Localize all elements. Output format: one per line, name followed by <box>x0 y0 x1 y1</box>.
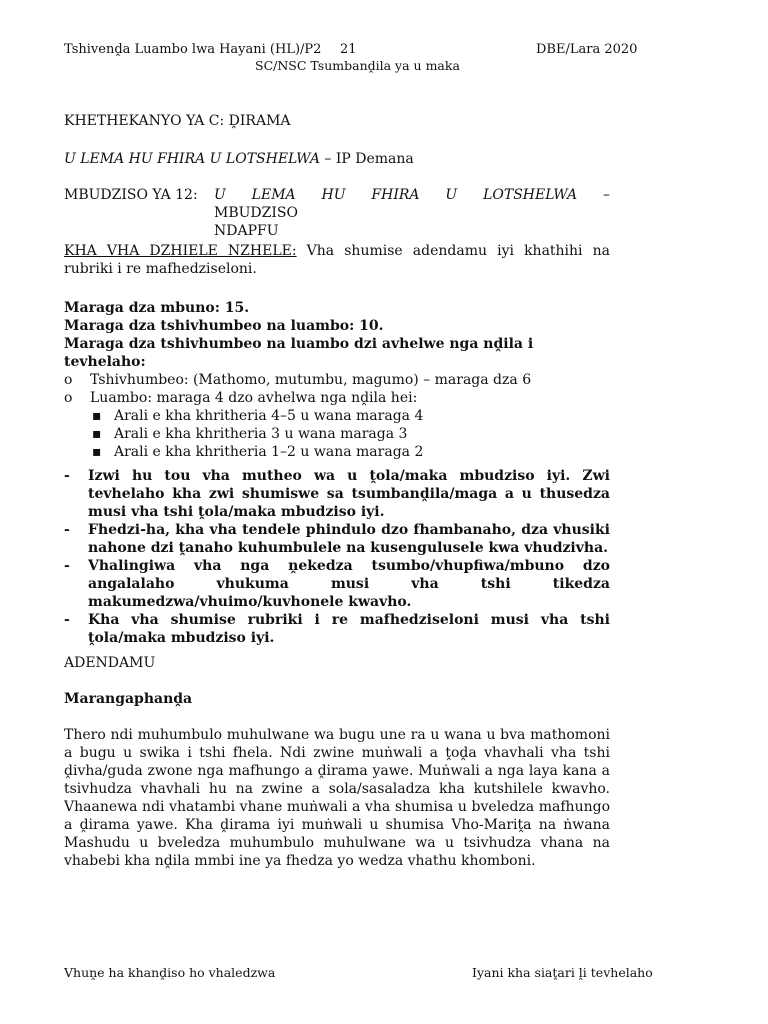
question-title-rest: – MBUDZISO <box>214 187 611 221</box>
instruction-item <box>64 557 610 611</box>
addendum-label: ADENDAMU <box>64 655 156 671</box>
intro-paragraph: Thero ndi muhumbulo muhulwane wa bugu une ra u wana u bva mathomoni a bugu u swika i tshi fhela. Ndi zwine muṅwali a ṱoḓa vhavhali vha tshi ḓivha/guda zwone nga mafhungo a ḓirama yawe. Muṅwali a nga laya kana a tsivhudza vhavhali hu na zwine a sola/sasaladza kha kutshilele kwavho. Vhaanewa ndi vhatambi vhane muṅwali a vha shumisa u bveledza mafhungo a ḓirama yawe. Kha ḓirama iyi muṅwali u shumisa Vho-Mariṱa na ṅwana Mashudu u bveledza muhumbulo muhulwane wa u tsivhudza vhana na vhabebi kha nḓila mmbi ine ya fhedza yo wedza vhathu khomboni. <box>64 727 610 869</box>
note <box>64 242 610 278</box>
instruction-item <box>64 611 610 647</box>
instruction-text: Kha vha shumise rubriki i re mafhedziseloni musi vha tshi ṱola/maka mbudziso iyi. <box>88 612 610 646</box>
header-right: DBE/Lara 2020 <box>536 42 638 57</box>
marks-item-text: Luambo: maraga 4 dzo avhelwa nga nḓila hei: <box>90 390 418 406</box>
play-title-rest: – IP Demana <box>319 151 414 167</box>
instruction-text: Vhalingiwa vha nga ṋekedza tsumbo/vhupfiwa/mbuno dzo angalalaho vhukuma musi vha tshi tikedza makumedzwa/vhuimo/kuvhonele kwavho. <box>88 558 610 610</box>
marks-item <box>64 389 610 407</box>
marks-subitem <box>64 443 610 461</box>
question-title-italic: U LEMA HU FHIRA U LOTSHELWA <box>214 187 578 203</box>
footer-left: Vhuṋe ha khanḓiso ho vhaledzwa <box>64 965 276 980</box>
instructions-list <box>64 467 610 647</box>
marks-subitem-text: Arali e kha khritheria 4–5 u wana maraga 4 <box>114 408 424 424</box>
instruction-item <box>64 521 610 557</box>
dash-bullet: - <box>64 612 70 628</box>
circle-bullet: o <box>64 390 73 406</box>
question-heading <box>64 186 610 240</box>
marks-line2: Maraga dza tshivhumbeo na luambo: 10. <box>64 318 384 334</box>
question-label: MBUDZISO YA 12: <box>64 187 198 203</box>
marks-subitem <box>64 407 610 425</box>
question-line2: NDAPFU <box>214 223 279 239</box>
marks-item-text: Tshivhumbeo: (Mathomo, mutumbu, magumo) – maraga dza 6 <box>90 372 532 388</box>
square-bullet: ▪ <box>92 426 102 442</box>
square-bullet: ▪ <box>92 444 102 460</box>
marks-item <box>64 371 610 389</box>
marks-section <box>64 299 610 461</box>
marks-line1: Maraga dza mbuno: 15. <box>64 300 250 316</box>
note-label: KHA VHA DZHIELE NZHELE: <box>64 243 297 259</box>
intro-heading: Marangaphanḓa <box>64 691 193 707</box>
marks-subitem-text: Arali e kha khritheria 3 u wana maraga 3 <box>114 426 408 442</box>
dash-bullet: - <box>64 522 70 538</box>
note-text: Vha shumise adendamu iyi khathihi na rubriki i re mafhedziseloni. <box>64 243 610 277</box>
play-title-italic: U LEMA HU FHIRA U LOTSHELWA <box>64 151 320 167</box>
footer-right: Iyani kha siaṱari ḽi tevhelaho <box>472 965 653 980</box>
header-left: Tshivenḓa Luambo lwa Hayani (HL)/P2 <box>64 42 322 57</box>
dash-bullet: - <box>64 558 70 574</box>
dash-bullet: - <box>64 468 70 484</box>
instruction-item <box>64 467 610 521</box>
circle-bullet: o <box>64 372 73 388</box>
header-subline: SC/NSC Tsumbanḓila ya u maka <box>255 58 460 73</box>
square-bullet: ▪ <box>92 408 102 424</box>
section-title: KHETHEKANYO YA C: ḒIRAMA <box>64 113 291 129</box>
header-page-number: 21 <box>340 42 357 57</box>
marks-subitem <box>64 425 610 443</box>
marks-line3: Maraga dza tshivhumbeo na luambo dzi avhelwe nga nḓila i tevhelaho: <box>64 336 534 370</box>
instruction-text: Izwi hu tou vha mutheo wa u ṱola/maka mbudziso iyi. Zwi tevhelaho kha zwi shumiswe sa tsumbanḓila/maga a u thusedza musi vha tshi ṱola/maka mbudziso iyi. <box>88 468 610 520</box>
marks-subitem-text: Arali e kha khritheria 1–2 u wana maraga 2 <box>114 444 424 460</box>
instruction-text: Fhedzi-ha, kha vha tendele phindulo dzo fhambanaho, dza vhusiki nahone dzi ṱanaho kuhumbulele na kusengulusele kwa vhudzivha. <box>88 522 610 556</box>
play-title <box>64 150 610 168</box>
